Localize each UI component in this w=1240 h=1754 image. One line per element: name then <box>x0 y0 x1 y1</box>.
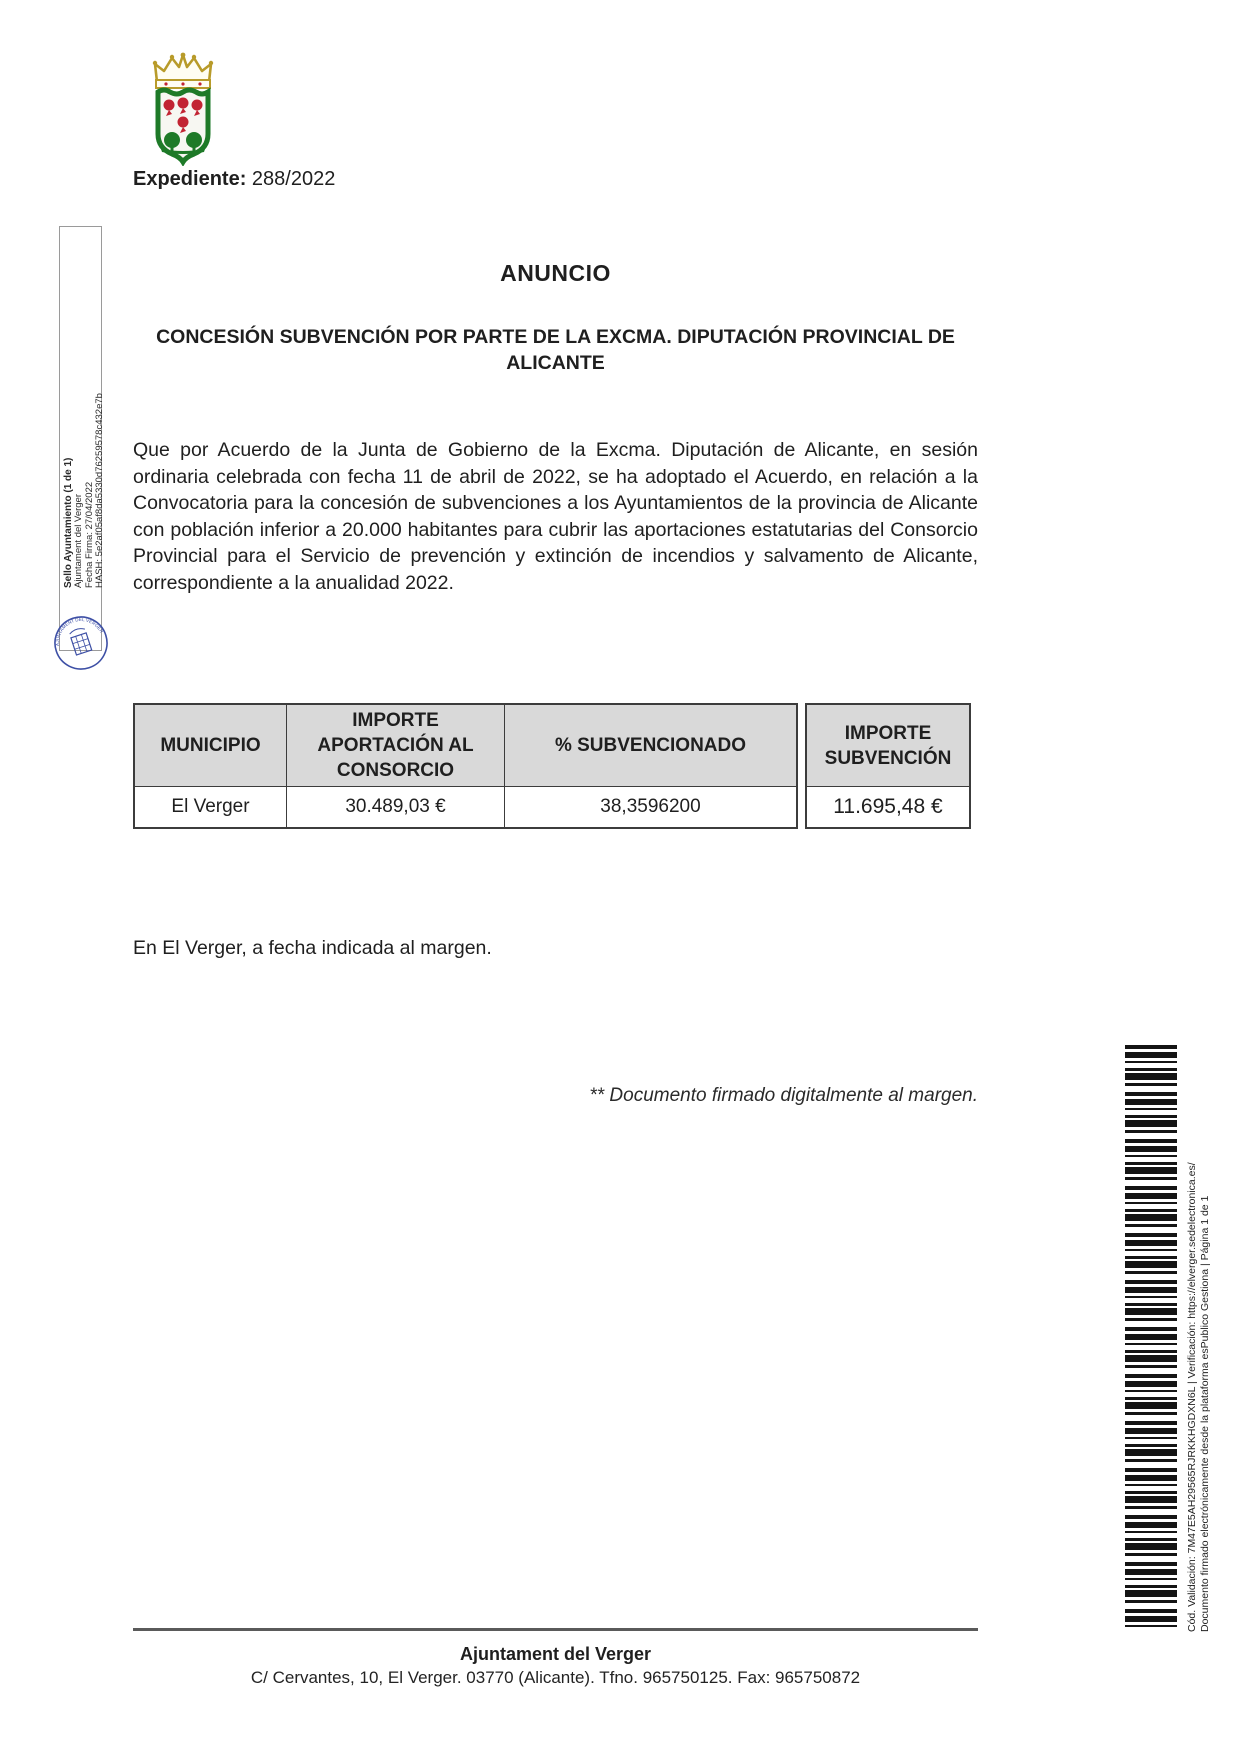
footer-address: C/ Cervantes, 10, El Verger. 03770 (Alicante). Tfno. 965750125. Fax: 965750872 <box>250 1668 861 1687</box>
digital-signature-note: ** Documento firmado digitalmente al margen. <box>589 1085 978 1106</box>
round-seal-text: AJUNTAMENT DEL VERGER <box>54 616 105 647</box>
validation-code-line: Cód. Validación: 7M47E5AH29565RJRKKHGDXN6L | Verificación: https://elverger.sedelectronica.es/ <box>1186 1162 1198 1632</box>
subsidy-table <box>133 703 971 829</box>
seal-date: Fecha Firma: 27/04/2022 <box>83 481 95 588</box>
body-paragraph: Que por Acuerdo de la Junta de Gobierno de la Excma. Diputación de Alicante, en sesión ordinaria celebrada con fecha 11 de abril de 2022, se ha adoptado el Acuerdo, en relación a la Convocatoria para la concesión de subvenciones a los Ayuntamientos de la provincia de Alicante con población inferior a 20.000 habitantes para cubrir las aportaciones estatutarias del Consorcio Provincial para el Servicio de prevención y extinción de incendios y salvamento de Alicante, correspondiente a la anualidad 2022. <box>133 439 978 594</box>
platform-line: Documento firmado electrónicamente desde la plataforma esPublico Gestiona | Página 1 de 1 <box>1199 1195 1211 1632</box>
town-crest-icon <box>146 52 220 166</box>
cell-porcentaje: 38,3596200 <box>600 796 701 817</box>
seal-title: Sello Ayuntamiento (1 de 1) <box>63 457 74 588</box>
verification-barcode <box>1125 1045 1177 1631</box>
footer-entity-name: Ajuntament del Verger <box>459 1644 652 1664</box>
expediente-line <box>133 168 335 191</box>
column-header-porcentaje: % SUBVENCIONADO <box>505 705 796 787</box>
page-title: ANUNCIO <box>500 260 611 286</box>
seal-entity: Ajuntament del Verger <box>73 493 85 588</box>
cell-aportacion: 30.489,03 € <box>287 787 505 827</box>
column-header-municipio: MUNICIPIO <box>135 705 287 787</box>
announcement-subtitle: CONCESIÓN SUBVENCIÓN POR PARTE DE LA EXCMA. DIPUTACIÓN PROVINCIAL DE ALICANTE <box>156 326 955 374</box>
verification-margin-text <box>1186 1084 1212 1632</box>
seal-hash: HASH: 5e2af05af8da5330d76259578c432e7b <box>94 393 106 588</box>
cell-subvencion: 11.695,48 € <box>833 795 943 818</box>
subsidy-table-main <box>133 703 798 829</box>
subsidy-table-importe <box>805 703 971 829</box>
place-date-line: En El Verger, a fecha indicada al margen. <box>133 937 492 959</box>
expediente-label: Expediente: <box>133 168 247 190</box>
expediente-value: 288/2022 <box>251 168 336 190</box>
cell-municipio: El Verger <box>135 787 287 827</box>
column-header-aportacion: IMPORTE APORTACIÓN AL CONSORCIO <box>287 705 505 787</box>
footer-divider <box>133 1628 978 1631</box>
round-stamp-icon <box>51 613 111 673</box>
left-signature-text <box>64 236 106 588</box>
column-header-subvencion: IMPORTE SUBVENCIÓN <box>807 705 969 787</box>
